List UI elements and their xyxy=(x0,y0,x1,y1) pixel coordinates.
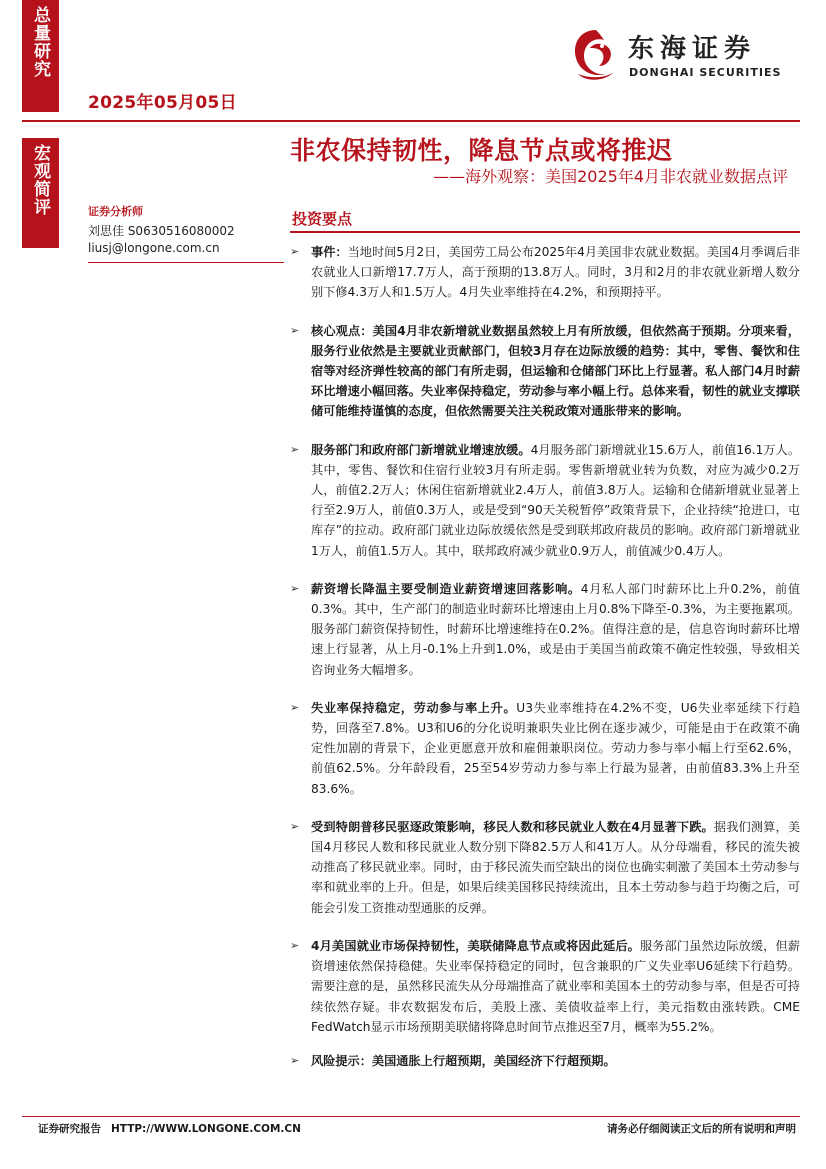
report-subtitle: ——海外观察：美国2025年4月非农就业数据点评 xyxy=(433,167,788,186)
key-points-list xyxy=(290,242,800,1071)
footer-disclaimer: 请务必仔细阅读正文后的所有说明和声明 xyxy=(607,1123,796,1135)
footer-divider xyxy=(22,1116,800,1117)
report-type-tab xyxy=(22,138,59,248)
arrow-bullet-icon: ➢ xyxy=(290,700,300,714)
bullet-lead: 薪资增长降温主要受制造业薪资增速回落影响。 xyxy=(311,581,581,596)
bullet-text: 当地时间5月2日，美国劳工局公布2025年4月美国非农就业数据。美国4月季调后非农就业人口新增17.7万人，高于预期的13.8万人。同时，3月和2月的非农就业新增人数分别下修4.3万人和1.5万人。4月失业率维持在4.2%，和预期持平。 xyxy=(311,245,800,300)
list-item xyxy=(290,579,800,680)
arrow-bullet-icon: ➢ xyxy=(290,819,300,833)
company-logo xyxy=(566,24,796,84)
footer-report-label: 证券研究报告 xyxy=(38,1123,101,1135)
list-item xyxy=(290,242,800,303)
analyst-label: 证券分析师 xyxy=(88,205,143,218)
logo-english-name: DONGHAI SECURITIES xyxy=(629,66,782,79)
section-heading: 投资要点 xyxy=(292,210,353,228)
bullet-text: U3失业率维持在4.2%不变，U6失业率延续下行趋势，回落至7.8%。U3和U6的分化说明兼职失业比例在逐步减少，可能是由于在政策不确定性加剧的背景下，企业更愿意开放和雇佣兼职岗位。劳动力参与率小幅上行至62.6%，前值62.5%。分年龄段看，25至54岁劳动力参与率上行最为显著，由前值83.3%上升至83.6%。 xyxy=(311,700,801,796)
bullet-text: 4月服务部门新增就业15.6万人，前值16.1万人。其中，零售、餐饮和住宿行业较3月有所走弱。零售新增就业转为负数，对应为减少0.2万人，前值2.2万人；休闲住宿新增就业2.4万人，前值3.8万人。运输和仓储新增就业显著上行至2.9万人，前值0.3万人，或是受到“90天关税暂停”政策背景下，企业持续“抢进口，屯库存”的拉动。政府部门就业边际放缓依然是受到联邦政府裁员的影响。政府部门新增就业1万人，前值1.5万人。其中，联邦政府减少就业0.9万人，前值减少0.4万人。 xyxy=(311,442,801,558)
list-item xyxy=(290,321,800,422)
dragon-logo-icon xyxy=(566,24,622,84)
bullet-text: 4月私人部门时薪环比上升0.2%，前值0.3%。其中，生产部门的制造业时薪环比增速由上月0.8%下降至-0.3%，为主要拖累项。服务部门薪资保持韧性，时薪环比增速维持在0.2%。值得注意的是，信息咨询时薪环比增速上行显著，从上月-0.1%上升到1.0%，或是由于美国当前政策不确定性较强，导致相关咨询业务大幅增多。 xyxy=(311,581,801,677)
list-item xyxy=(290,817,800,918)
list-item xyxy=(290,936,800,1037)
report-category-tab xyxy=(22,0,59,112)
report-title: 非农保持韧性，降息节点或将推迟 xyxy=(290,136,673,165)
section-divider xyxy=(290,231,800,233)
bullet-lead: 核心观点：美国4月非农新增就业数据虽然较上月有所放缓，但依然高于预期。分项来看，服务行业依然是主要就业贡献部门，但较3月存在边际放缓的趋势：其中，零售、餐饮和住宿等对经济弹性较高的部门有所走弱，但运输和仓储部门环比上行显著。私人部门4月时薪环比增速小幅回落。失业率保持稳定，劳动参与率小幅上行。总体来看，韧性的就业支撑联储可能维持谨慎的态度，但依然需要关注关税政策对通胀带来的影响。 xyxy=(311,323,800,419)
bullet-lead: 4月美国就业市场保持韧性，美联储降息节点或将因此延后。 xyxy=(311,938,640,953)
arrow-bullet-icon: ➢ xyxy=(290,323,300,337)
arrow-bullet-icon: ➢ xyxy=(290,245,300,258)
arrow-bullet-icon: ➢ xyxy=(290,1053,300,1067)
bullet-text: 服务部门虽然边际放缓，但薪资增速依然保持稳健。失业率保持稳定的同时，包含兼职的广义失业率U6延续下行趋势。需要注意的是，虽然移民流失从分母端推高了就业率和美国本土的劳动参与率，但是否可持续依然存疑。非农数据发布后，美股上涨、美债收益率上行，美元指数由涨转跌。CME FedWatch显示市场预期美联储将降息时间节点推迟至7月，概率为55.2%。 xyxy=(311,938,801,1034)
bullet-lead: 风险提示：美国通胀上行超预期，美国经济下行超预期。 xyxy=(311,1053,616,1068)
logo-chinese-name: 东海证券 xyxy=(628,34,757,64)
list-item xyxy=(290,1051,800,1071)
bullet-lead: 事件： xyxy=(311,245,348,259)
arrow-bullet-icon: ➢ xyxy=(290,938,300,952)
bullet-text: 据我们测算，美国4月移民人数和移民就业人数分别下降82.5万人和41万人。从分母端看，移民的流失被动推高了移民就业率。同时，由于移民流失而空缺出的岗位也确实刺激了美国本土劳动参与率和就业率的上升。但是，如果后续美国移民持续流出，且本土劳动参与趋于均衡之后，可能会引发工资推动型通胀的反弹。 xyxy=(311,819,801,915)
report-type-label: 宏观简评 xyxy=(30,144,50,216)
report-category-label: 总量研究 xyxy=(30,6,50,78)
report-date: 2025年05月05日 xyxy=(88,93,237,113)
analyst-divider xyxy=(88,262,284,263)
arrow-bullet-icon: ➢ xyxy=(290,581,300,595)
analyst-email: liusj@longone.com.cn xyxy=(88,241,220,255)
bullet-lead: 失业率保持稳定，劳动参与率上升。 xyxy=(311,700,517,715)
header-divider xyxy=(22,120,800,122)
footer-left xyxy=(38,1121,301,1136)
analyst-info xyxy=(88,203,284,263)
arrow-bullet-icon: ➢ xyxy=(290,442,300,456)
list-item xyxy=(290,440,800,561)
bullet-lead: 服务部门和政府部门新增就业增速放缓。 xyxy=(311,442,531,457)
bullet-lead: 受到特朗普移民驱逐政策影响，移民人数和移民就业人数在4月显著下跌。 xyxy=(311,819,714,834)
list-item xyxy=(290,698,800,799)
footer-website-link[interactable]: HTTP://WWW.LONGONE.COM.CN xyxy=(111,1123,301,1135)
analyst-name: 刘思佳 S0630516080002 xyxy=(88,224,235,238)
